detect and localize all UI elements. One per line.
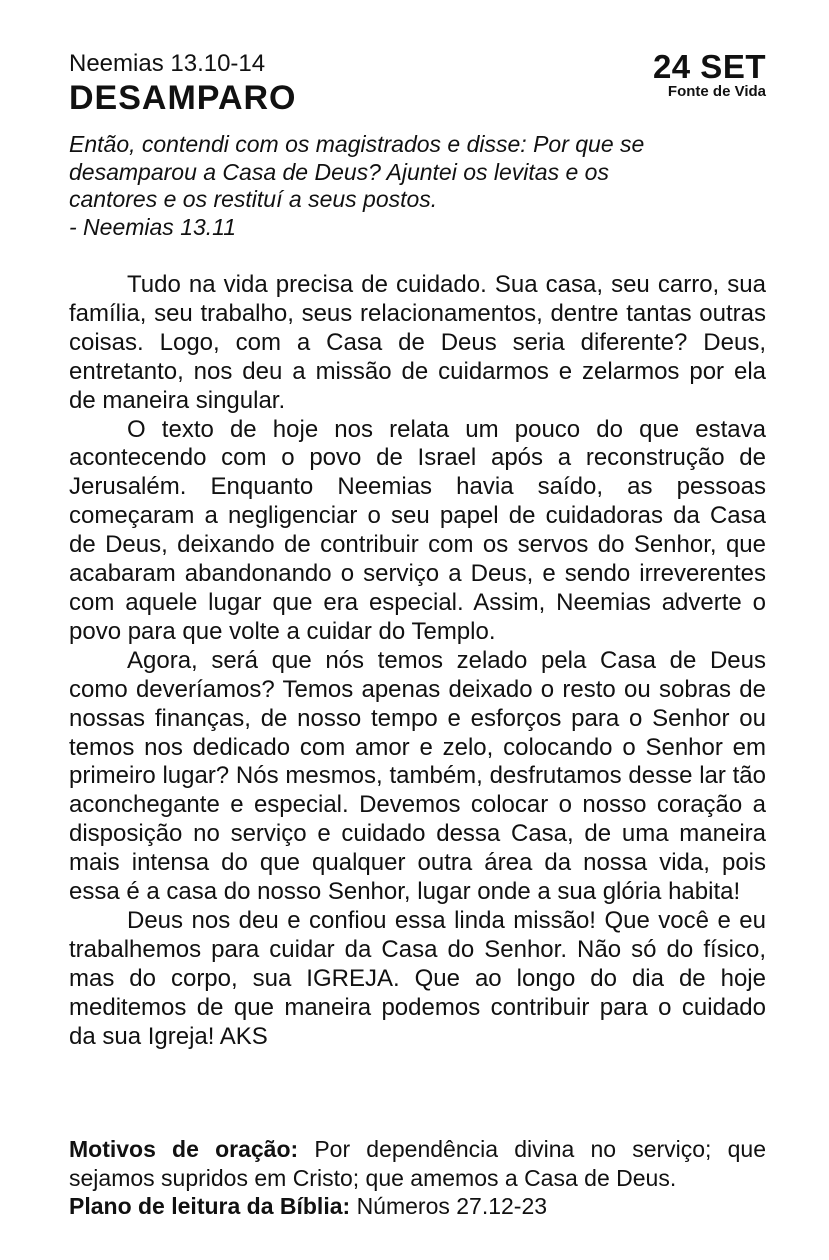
body-paragraph: O texto de hoje nos relata um pouco do que estava acontecendo com o povo de Israel após a reconstrução de Jerusalém. Enquanto Neemias havia saído, as pessoas começaram a negligenciar o seu papel de cuidadoras da Casa de Deus, deixando de contribuir com os servos do Senhor, que acabaram abandonando o serviço a Deus, e sendo irreverentes com aquele lugar que era especial. Assim, Neemias adverte o povo para que volte a cuidar do Templo.	[69, 415, 766, 645]
devotional-body	[69, 271, 766, 1051]
prayer-text: Por dependência divina no serviço; que sejamos supridos em Cristo; que amemos a Casa de Deus.	[69, 1136, 766, 1191]
reading-text: Números 27.12-23	[356, 1193, 548, 1219]
body-paragraph: Deus nos deu e confiou essa linda missão! Que você e eu trabalhemos para cuidar da Casa do Senhor. Não só do físico, mas do corpo, sua IGREJA. Que ao longo do dia de hoje meditemos de que maneira podemos contribuir para o cuidado da sua Igreja! AKS	[69, 906, 766, 1050]
verse-line: cantores e os restituí a seus postos.	[69, 186, 438, 212]
body-paragraph: Agora, será que nós temos zelado pela Casa de Deus como deveríamos? Temos apenas deixado o resto ou sobras de nossas finanças, de nosso tempo e esforços para o Senhor ou temos nos dedicado com amor e zelo, colocando o Senhor em primeiro lugar? Nós mesmos, também, desfrutamos desse lar tão aconchegante e especial. Devemos colocar o nosso coração a disposição no serviço e cuidado dessa Casa, de uma maneira mais intensa do que qualquer outra área da nossa vida, pois essa é a casa do nosso Senhor, lugar onde a sua glória habita!	[69, 646, 766, 906]
footer-notes	[69, 1135, 766, 1221]
date-label: 24 SET	[652, 48, 766, 85]
reading-plan	[69, 1192, 766, 1221]
prayer-motives	[69, 1135, 766, 1192]
scripture-reference: Neemias 13.10-14	[69, 50, 266, 77]
source-label: Fonte de Vida	[667, 83, 766, 100]
verse-citation: - Neemias 13.11	[69, 213, 237, 240]
body-paragraph: Tudo na vida precisa de cuidado. Sua casa, seu carro, sua família, seu trabalho, seus relacionamentos, dentre tantas outras coisas. Logo, com a Casa de Deus seria diferente? Deus, entretanto, nos deu a missão de cuidarmos e zelarmos por ela de maneira singular.	[69, 271, 766, 414]
reading-label: Plano de leitura da Bíblia:	[69, 1193, 351, 1219]
verse-line: Então, contendi com os magistrados e disse: Por que se	[69, 131, 645, 157]
prayer-label: Motivos de oração:	[69, 1136, 299, 1162]
verse-line: desamparou a Casa de Deus? Ajuntei os levitas e os	[69, 158, 609, 185]
date-block	[653, 50, 766, 100]
page-title: DESAMPARO	[69, 79, 297, 117]
key-verse	[69, 131, 766, 241]
